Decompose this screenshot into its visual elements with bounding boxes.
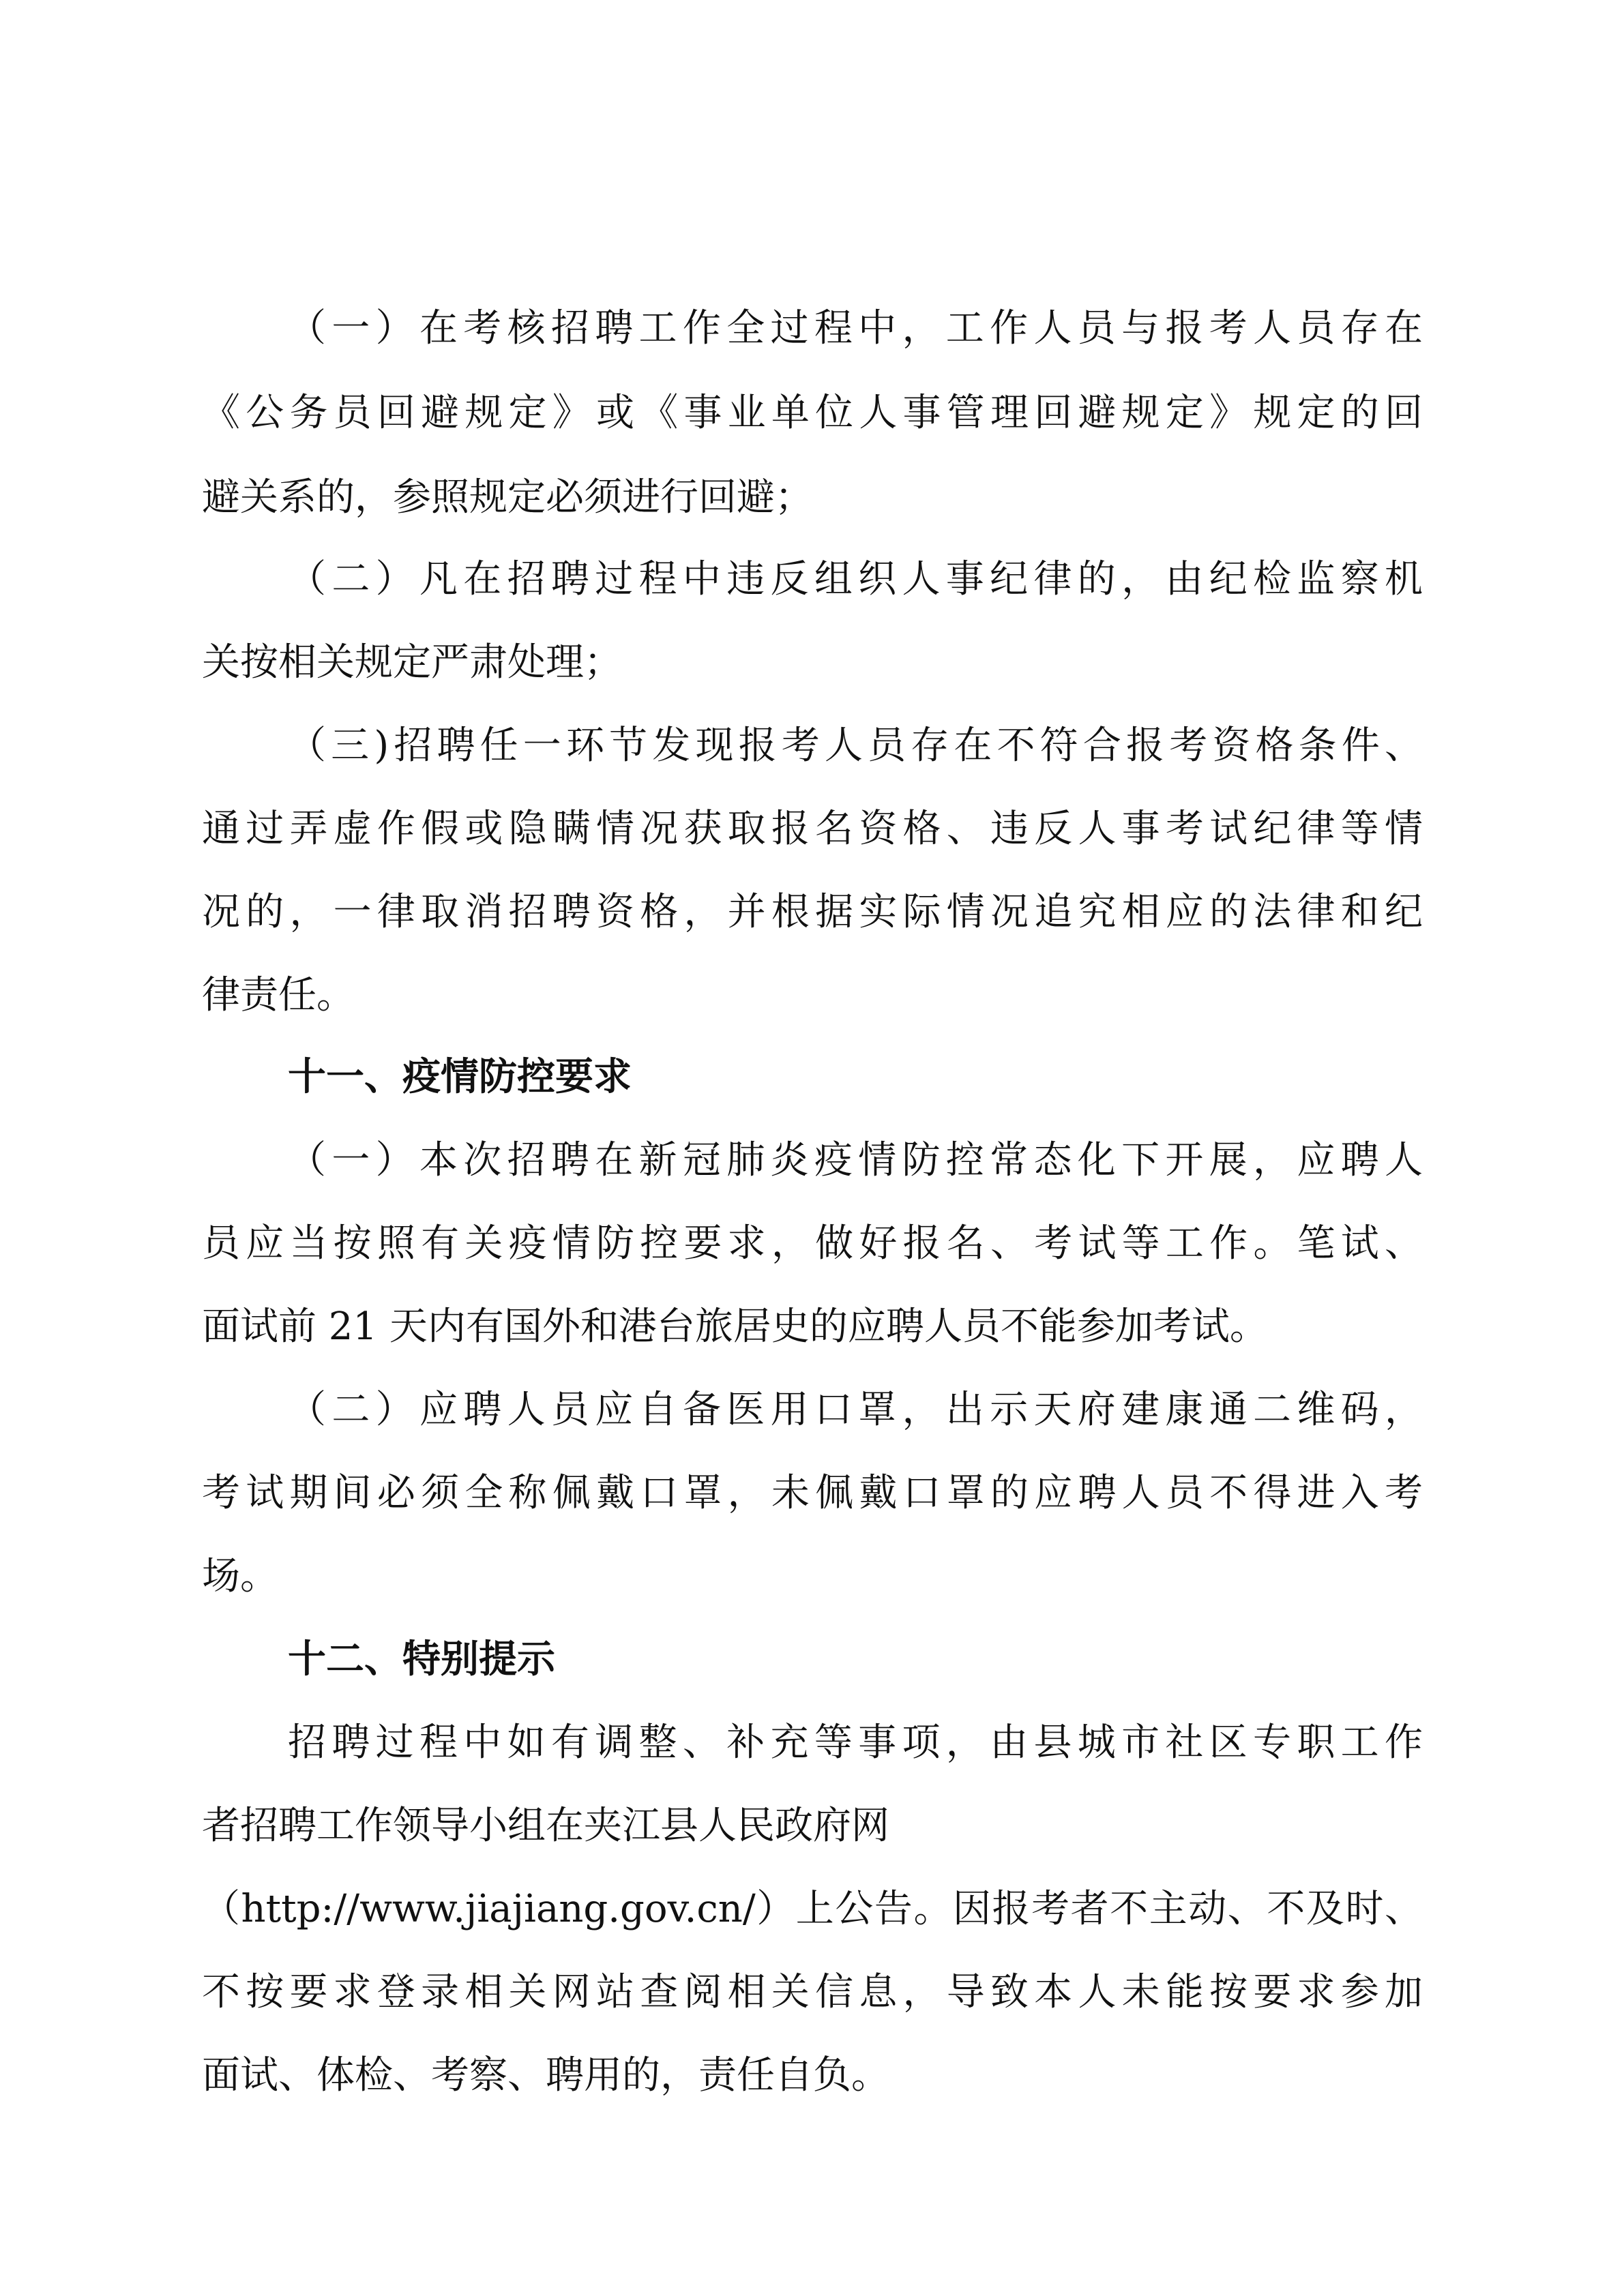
paragraph-line: （一）在考核招聘工作全过程中，工作人员与报考人员存在 — [288, 306, 1423, 351]
section-heading: 十二、特别提示 — [288, 1637, 555, 1682]
paragraph-line: 不按要求登录相关网站查阅相关信息，导致本人未能按要求参加 — [202, 1970, 1423, 2014]
paragraph-line: 员应当按照有关疫情防控要求，做好报名、考试等工作。笔试、 — [202, 1221, 1423, 1266]
paragraph-line: （三)招聘任一环节发现报考人员存在不符合报考资格条件、 — [288, 724, 1423, 768]
paragraph-line: 避关系的，参照规定必须进行回避； — [202, 475, 813, 520]
paragraph-line: （一）本次招聘在新冠肺炎疫情防控常态化下开展，应聘人 — [288, 1138, 1423, 1182]
section-heading: 十一、疫情防控要求 — [288, 1055, 632, 1099]
paragraph-line: （http://www.jiajiang.gov.cn/）上公告。因报考者不主动、不及时、 — [202, 1887, 1423, 1931]
paragraph-line: 场。 — [202, 1554, 278, 1598]
paragraph-line: 者招聘工作领导小组在夹江县人民政府网 — [202, 1804, 889, 1848]
paragraph-line: 况的，一律取消招聘资格，并根据实际情况追究相应的法律和纪 — [202, 890, 1423, 934]
paragraph-line: 关按相关规定严肃处理； — [202, 640, 622, 685]
paragraph-line: 《公务员回避规定》或《事业单位人事管理回避规定》规定的回 — [202, 391, 1423, 435]
paragraph-line: （二）凡在招聘过程中违反组织人事纪律的，由纪检监察机 — [288, 557, 1423, 601]
paragraph-line: 考试期间必须全称佩戴口罩，未佩戴口罩的应聘人员不得进入考 — [202, 1471, 1423, 1515]
paragraph-line: 面试前 21 天内有国外和港台旅居史的应聘人员不能参加考试。 — [202, 1304, 1268, 1349]
paragraph-line: 通过弄虚作假或隐瞒情况获取报名资格、违反人事考试纪律等情 — [202, 807, 1423, 851]
paragraph-line: （二）应聘人员应自备医用口罩，出示天府建康通二维码， — [288, 1388, 1423, 1432]
paragraph-line: 律责任。 — [202, 973, 355, 1017]
paragraph-line: 招聘过程中如有调整、补充等事项，由县城市社区专职工作 — [288, 1720, 1423, 1765]
paragraph-line: 面试、体检、考察、聘用的，责任自负。 — [202, 2053, 889, 2098]
